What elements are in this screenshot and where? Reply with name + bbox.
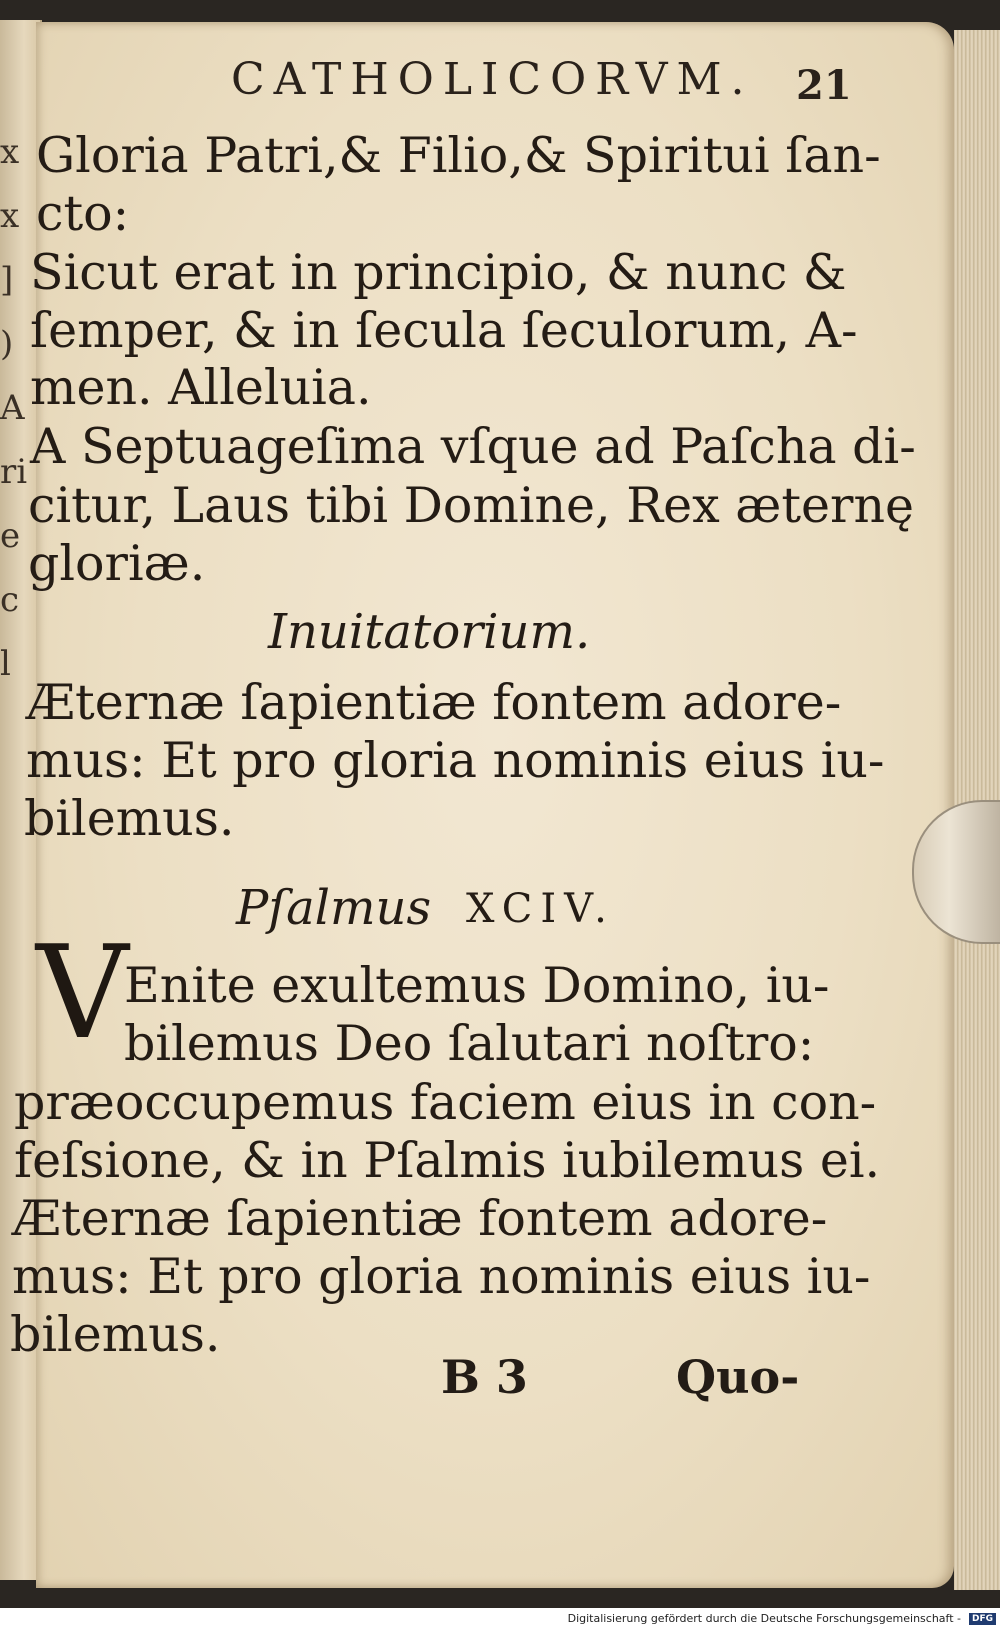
text-line: mus: Et pro gloria nominis eius iu- <box>26 732 885 789</box>
text-line: bilemus Deo ſalutari noſtro: <box>124 1015 815 1072</box>
fragment: e <box>0 516 21 556</box>
text-line: præoccupemus faciem eius in con- <box>14 1074 877 1131</box>
fragment: ) <box>0 324 14 364</box>
text-line: citur, Laus tibi Domine, Rex æternę <box>28 477 915 534</box>
fragment: l <box>0 644 11 684</box>
signature-mark: B 3 <box>441 1350 528 1404</box>
text-line: A Septuageſima vſque ad Paſcha di- <box>30 418 916 475</box>
invitatorium-heading: Inuitatorium. <box>268 604 591 660</box>
fragment: A <box>0 388 25 428</box>
text-line: cto: <box>36 185 130 242</box>
fragment: ri <box>0 452 28 492</box>
text-line: bilemus. <box>10 1306 221 1363</box>
page-number: 21 <box>796 62 852 109</box>
text-line: Enite exultemus Domino, iu- <box>124 957 830 1014</box>
catchword: Quo- <box>676 1350 800 1404</box>
text-line: ſemper, & in ſecula ſeculorum, A- <box>30 302 858 359</box>
text-line: Æternæ ſapientiæ fontem adore- <box>26 674 842 731</box>
footer <box>0 1608 1000 1630</box>
text-line: men. Alleluia. <box>30 359 372 416</box>
text-line: bilemus. <box>24 790 235 847</box>
drop-cap: V <box>36 919 129 1068</box>
running-head: CATHOLICORVM. <box>231 54 754 105</box>
text-line: Æternæ ſapientiæ fontem adore- <box>12 1190 828 1247</box>
psalm-heading: Pſalmus <box>236 880 432 936</box>
dfg-logo-icon: DFG <box>969 1613 996 1625</box>
fragment: c <box>0 580 20 620</box>
fragment: ] <box>0 260 14 300</box>
fragment: x <box>0 196 20 236</box>
text-line: Sicut erat in principio, & nunc & <box>30 244 847 301</box>
text-line: gloriæ. <box>28 535 206 592</box>
text-line: mus: Et pro gloria nominis eius iu- <box>12 1248 871 1305</box>
text-line: Gloria Patri,& Filio,& Spiritui ſan- <box>36 127 881 184</box>
psalm-number: XCIV. <box>466 886 615 932</box>
text-line: feſsione, & in Pſalmis iubilemus ei. <box>14 1132 881 1189</box>
footer-credit: Digitalisierung gefördert durch die Deutsche Forschungsgemeinschaft - <box>567 1612 961 1625</box>
page-content <box>10 22 954 1588</box>
fragment: x <box>0 132 20 172</box>
